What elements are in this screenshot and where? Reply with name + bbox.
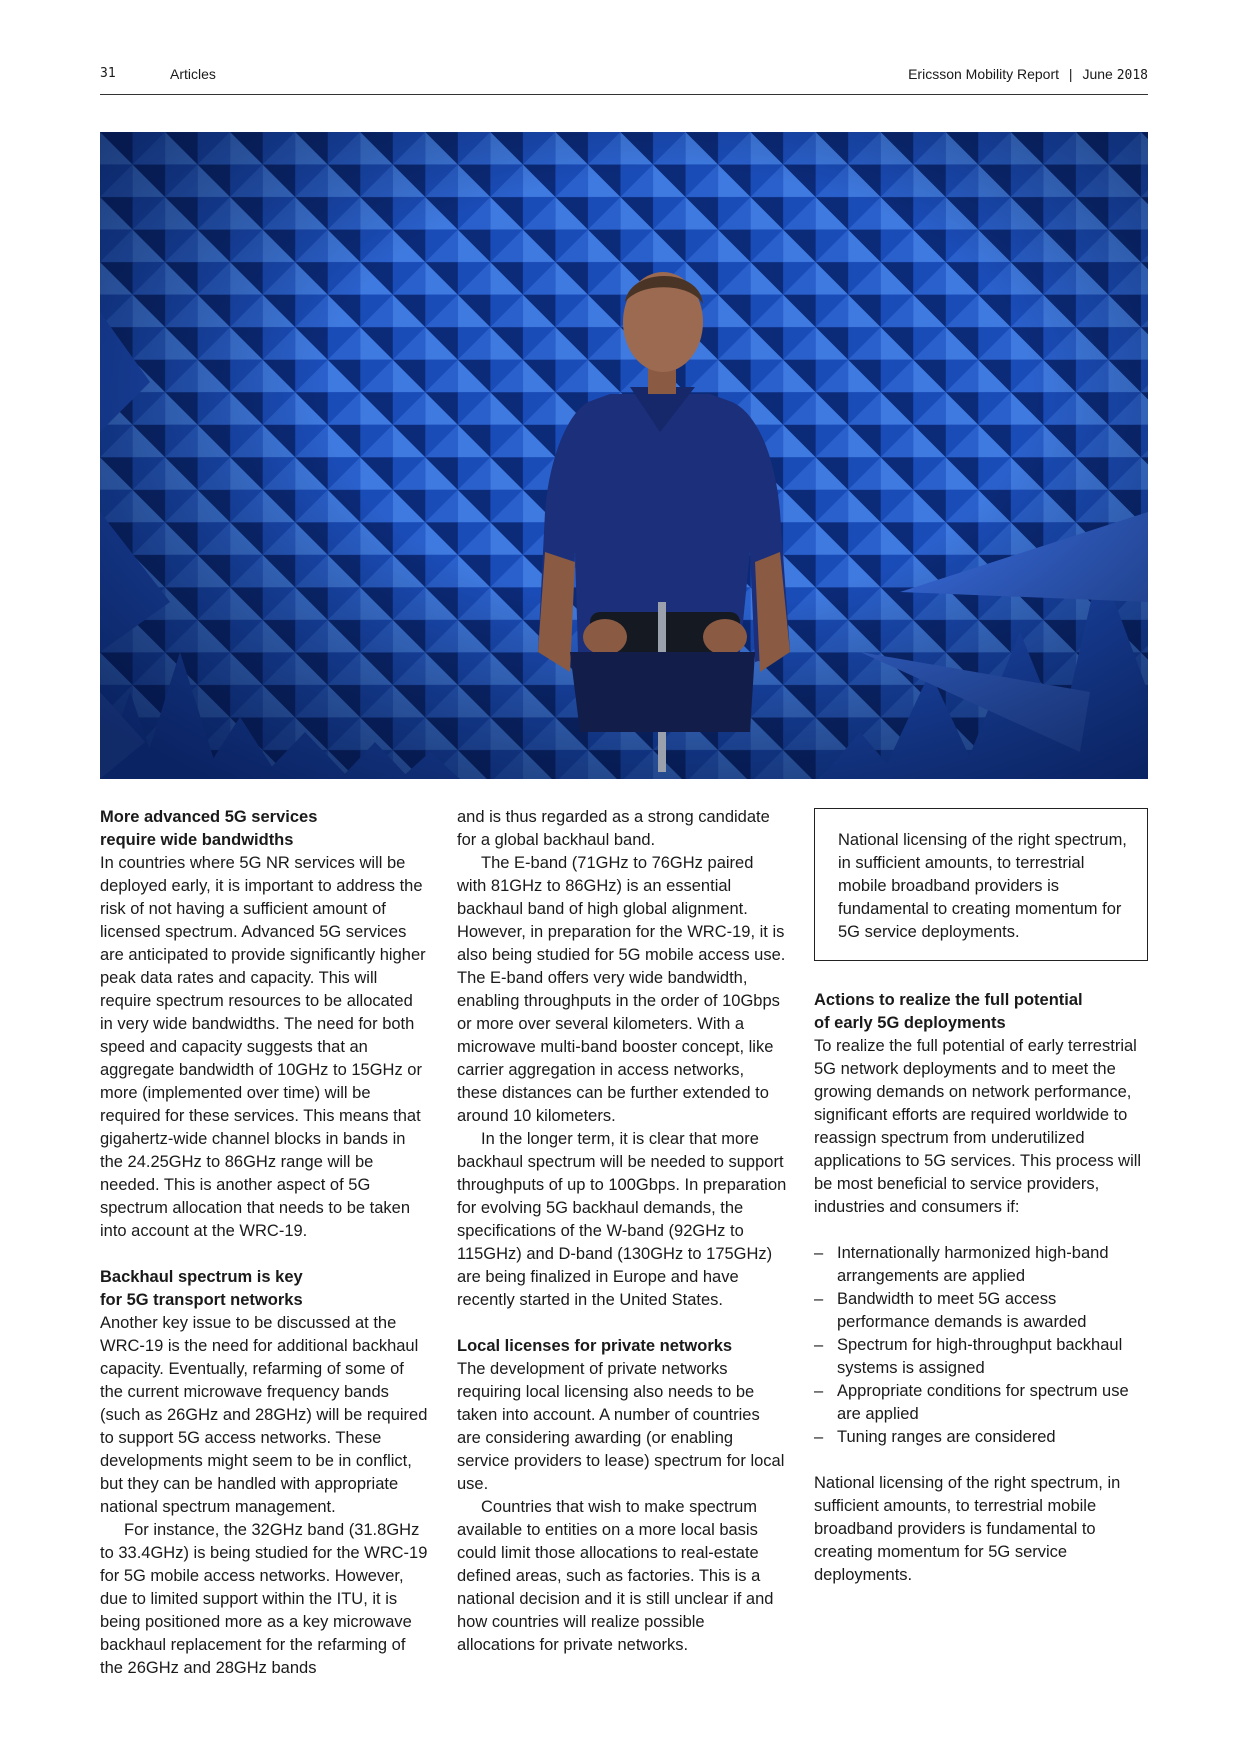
heading-local-licenses: Local licenses for private networks: [457, 1337, 733, 1355]
actions-list: [814, 1242, 1148, 1449]
list-item: – Bandwidth to meet 5G access performance demands is awarded: [814, 1290, 1087, 1331]
dash-bullet: –: [814, 1428, 824, 1446]
report-month: June: [1082, 66, 1113, 82]
report-name: Ericsson Mobility Report: [908, 66, 1060, 82]
column-1: [100, 806, 430, 1680]
paragraph: To realize the full potential of early terrestrial 5G network deployments and to meet the growing demands on network performance, significant efforts are required worldwide to reassign spectrum from underutilized applications to 5G services. This process will be most beneficial to service providers, industries and consumers if:: [814, 1037, 1142, 1216]
paragraph: and is thus regarded as a strong candidate for a global backhaul band.: [457, 808, 770, 849]
page-number: 31: [100, 66, 116, 81]
dash-bullet: –: [814, 1244, 824, 1262]
paragraph: For instance, the 32GHz band (31.8GHz to 33.4GHz) is being studied for the WRC-19 for 5G mobile access networks. However, due to limited support within the ITU, it is being positioned more as a key microwave backhaul replacement for the refarming of the 26GHz and 28GHz bands: [100, 1521, 428, 1677]
heading-wide-bandwidths: More advanced 5G services require wide bandwidths: [100, 808, 318, 849]
paragraph: The development of private networks requiring local licensing also needs to be taken into account. A number of countries are considering awarding (or enabling service providers to lease) spectrum for local use.: [457, 1360, 785, 1493]
column-2: [457, 806, 787, 1657]
paragraph: In countries where 5G NR services will be deployed early, it is important to address the risk of not having a sufficient amount of licensed spectrum. Advanced 5G services are anticipated to provide significantly higher peak data rates and capacity. This will require spectrum resources to be allocated in very wide bandwidths. The need for both speed and capacity suggests that an aggregate bandwidth of 10GHz to 15GHz or more (implemented over time) will be required for these services. This means that gigahertz-wide channel blocks in bands in the 24.25GHz to 86GHz range will be needed. This is another aspect of 5G spectrum allocation that needs to be taken into account at the WRC-19.: [100, 854, 426, 1240]
header-separator: |: [1068, 66, 1073, 82]
heading-backhaul-spectrum: Backhaul spectrum is key for 5G transport networks: [100, 1268, 303, 1309]
paragraph: National licensing of the right spectrum, in sufficient amounts, to terrestrial mobile broadband providers is fundamental to creating momentum for 5G service deployments.: [814, 1474, 1121, 1584]
heading-actions: Actions to realize the full potential of early 5G deployments: [814, 991, 1083, 1032]
dash-bullet: –: [814, 1382, 824, 1400]
pull-quote-box: [814, 808, 1148, 961]
list-item: – Internationally harmonized high-band arrangements are applied: [814, 1244, 1109, 1285]
report-year: 2018: [1116, 68, 1148, 83]
dash-bullet: –: [814, 1336, 824, 1354]
paragraph: The E-band (71GHz to 76GHz paired with 81GHz to 86GHz) is an essential backhaul band of high global alignment. However, in preparation for the WRC-19, it is also being studied for 5G mobile access use. The E-band offers very wide bandwidth, enabling throughputs in the order of 10Gbps or more over several kilometers. With a microwave multi-band booster concept, like carrier aggregation in access networks, these distances can be further extended to around 10 kilometers.: [457, 854, 786, 1125]
anechoic-chamber-photo: [100, 132, 1148, 779]
list-item: – Spectrum for high-throughput backhaul systems is assigned: [814, 1336, 1123, 1377]
paragraph: Countries that wish to make spectrum available to entities on a more local basis could limit those allocations to real-estate defined areas, such as factories. This is a national decision and it is still unclear if and how countries will realize possible allocations for private networks.: [457, 1498, 774, 1654]
report-title: [908, 66, 1148, 83]
pull-quote: National licensing of the right spectrum, in sufficient amounts, to terrestrial mobile broadband providers is fundamental to creating momentum for 5G service deployments.: [838, 831, 1127, 941]
list-item: – Tuning ranges are considered: [814, 1426, 1148, 1449]
paragraph: In the longer term, it is clear that more backhaul spectrum will be needed to support throughputs of up to 100Gbps. In preparation for evolving 5G backhaul demands, the specifications of the W-band (92GHz to 115GHz) and D-band (130GHz to 175GHz) are being finalized in Europe and have recently started in the United States.: [457, 1130, 787, 1309]
paragraph: Another key issue to be discussed at the WRC-19 is the need for additional backhaul capacity. Eventually, refarming of some of the current microwave frequency bands (such as 26GHz and 28GHz) will be required to support 5G access networks. These developments might seem to be in conflict, but they can be handled with appropriate national spectrum management.: [100, 1314, 428, 1516]
column-3: [814, 806, 1148, 1587]
page-header: [100, 64, 1148, 95]
section-label: Articles: [170, 66, 216, 82]
dash-bullet: –: [814, 1290, 824, 1308]
list-item: – Appropriate conditions for spectrum use are applied: [814, 1382, 1129, 1423]
